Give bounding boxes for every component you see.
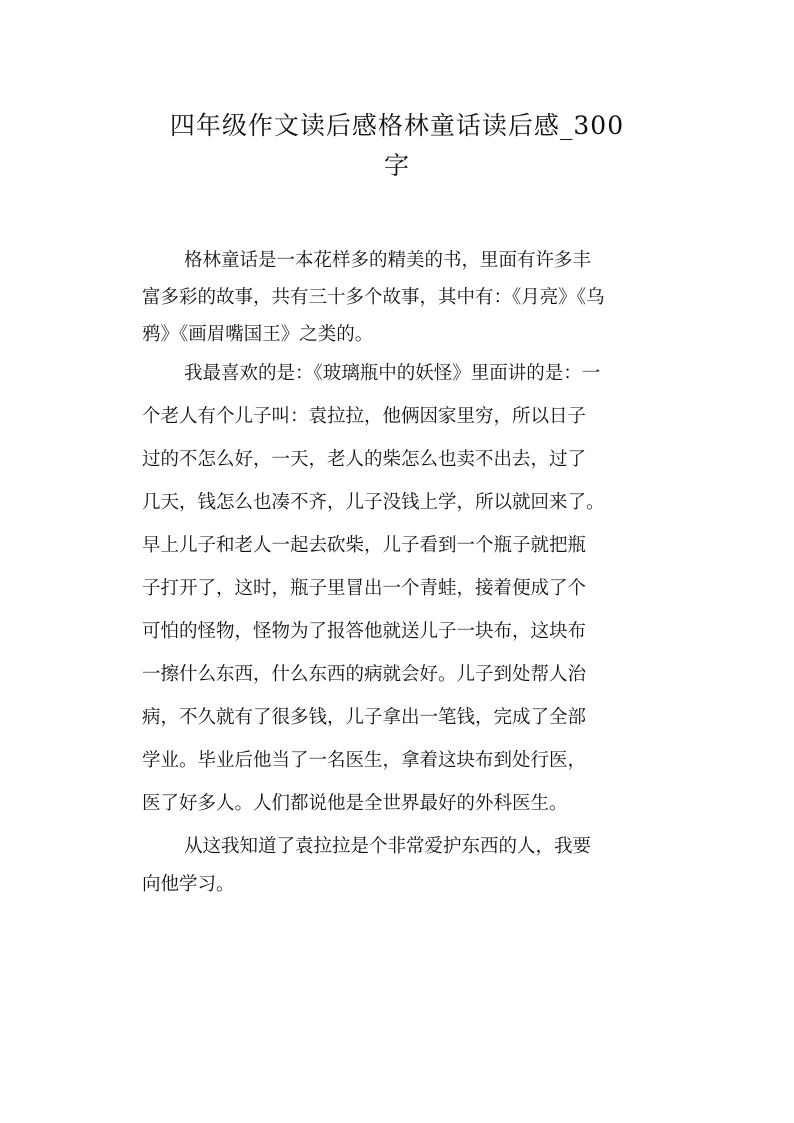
text-line: 几天，钱怎么也凑不齐，儿子没钱上学，所以就回来了。: [142, 492, 605, 513]
text-line: 个老人有个儿子叫：袁拉拉，他俩因家里穷，所以日子: [142, 406, 587, 427]
text-line: 病，不久就有了很多钱，儿子拿出一笔钱，完成了全部: [142, 707, 587, 728]
page-title: [0, 106, 794, 186]
title-line-2: 字: [383, 151, 410, 180]
text-line: 学业。毕业后他当了一名医生，拿着这块布到处行医，: [142, 750, 587, 771]
text-line: 过的不怎么好，一天，老人的柴怎么也卖不出去，过了: [142, 449, 587, 470]
text-line: 从这我知道了袁拉拉是个非常爱护东西的人，我要: [184, 836, 592, 857]
title-line-1: 四年级作文读后感格林童话读后感_300: [169, 111, 625, 140]
text-line: 医了好多人。人们都说他是全世界最好的外科医生。: [142, 793, 568, 814]
text-line: 我最喜欢的是：《玻璃瓶中的妖怪》里面讲的是：一: [184, 363, 601, 384]
text-line: 一擦什么东西，什么东西的病就会好。儿子到处帮人治: [142, 664, 587, 685]
text-line: 向他学习。: [142, 874, 235, 895]
text-line: 早上儿子和老人一起去砍柴，儿子看到一个瓶子就把瓶: [142, 535, 587, 556]
text-line: 格林童话是一本花样多的精美的书，里面有许多丰: [184, 250, 592, 271]
text-line: 子打开了，这时，瓶子里冒出一个青蛙，接着便成了个: [142, 578, 587, 599]
text-line: 富多彩的故事，共有三十多个故事，其中有：《月亮》《乌: [142, 287, 605, 308]
text-line: 鸦》《画眉嘴国王》之类的。: [142, 324, 374, 345]
text-line: 可怕的怪物，怪物为了报答他就送儿子一块布，这块布: [142, 621, 587, 642]
